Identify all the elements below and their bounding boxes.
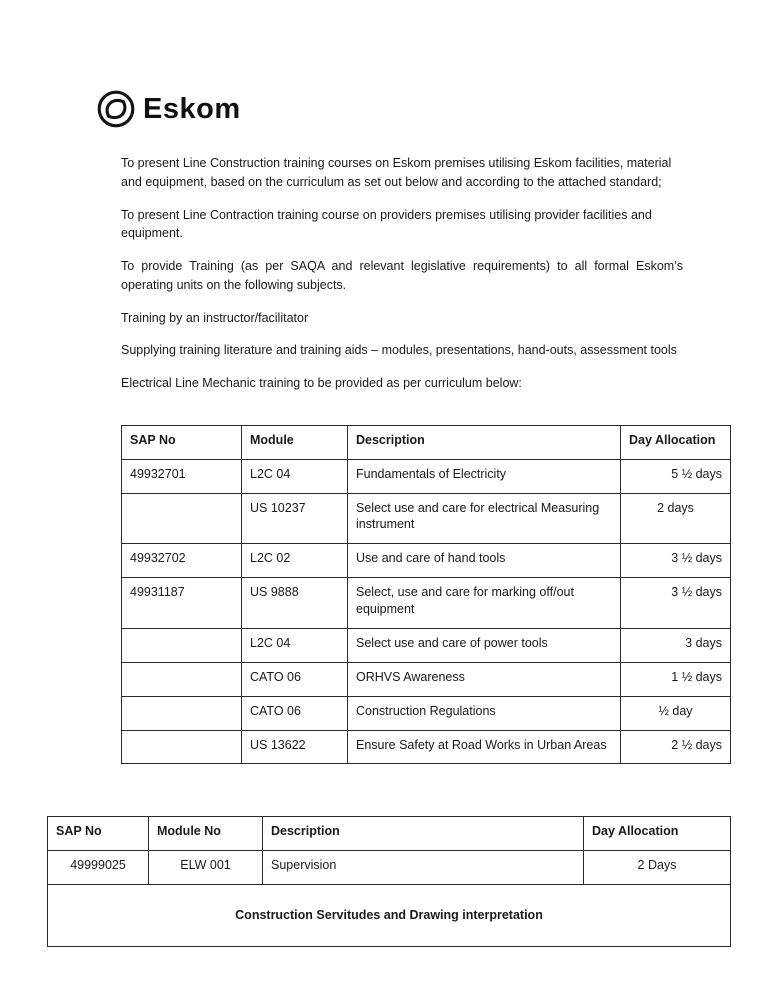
cell-sap: 49932702 bbox=[122, 544, 242, 578]
cell-description: Construction Regulations bbox=[348, 696, 621, 730]
cell-days: 3 days bbox=[621, 628, 731, 662]
paragraph-provide-training: To provide Training (as per SAQA and relevant legislative requirements) to all formal Eskom’s operating units on the following subjects. bbox=[121, 259, 683, 292]
header-sap-no: SAP No bbox=[48, 817, 149, 851]
eskom-logo-icon bbox=[95, 88, 137, 130]
table-row bbox=[122, 730, 731, 764]
header-module: Module bbox=[242, 425, 348, 459]
services-table bbox=[47, 816, 731, 947]
table-row bbox=[122, 662, 731, 696]
cell-days: ½ day bbox=[621, 696, 731, 730]
cell-module: ELW 001 bbox=[149, 851, 263, 885]
cell-module: L2C 04 bbox=[242, 628, 348, 662]
header-module-no: Module No bbox=[149, 817, 263, 851]
cell-description: ORHVS Awareness bbox=[348, 662, 621, 696]
cell-sap bbox=[122, 662, 242, 696]
eskom-logo bbox=[95, 88, 768, 130]
cell-module: US 10237 bbox=[242, 493, 348, 544]
cell-description: Ensure Safety at Road Works in Urban Areas bbox=[348, 730, 621, 764]
cell-days: 2 Days bbox=[584, 851, 731, 885]
cell-days: 1 ½ days bbox=[621, 662, 731, 696]
cell-sap: 49931187 bbox=[122, 578, 242, 629]
header-day-allocation: Day Allocation bbox=[621, 425, 731, 459]
cell-days: 3 ½ days bbox=[621, 578, 731, 629]
table-row bbox=[122, 493, 731, 544]
cell-description: Select, use and care for marking off/out equipment bbox=[348, 578, 621, 629]
paragraph-line-construction: To present Line Construction training courses on Eskom premises utilising Eskom facilities, material and equipment, based on the curriculum as set out below and according to the attached standard; bbox=[121, 156, 672, 189]
paragraph-instructor: Training by an instructor/facilitator bbox=[121, 310, 309, 325]
cell-description: Use and care of hand tools bbox=[348, 544, 621, 578]
cell-description: Supervision bbox=[263, 851, 584, 885]
cell-sap bbox=[122, 696, 242, 730]
table-row bbox=[122, 544, 731, 578]
cell-module: CATO 06 bbox=[242, 696, 348, 730]
header-description: Description bbox=[348, 425, 621, 459]
header-description: Description bbox=[263, 817, 584, 851]
cell-sap bbox=[122, 730, 242, 764]
cell-module: CATO 06 bbox=[242, 662, 348, 696]
services-footer-row bbox=[48, 885, 731, 947]
table-row bbox=[122, 459, 731, 493]
cell-module: L2C 02 bbox=[242, 544, 348, 578]
paragraph-line-contraction: To present Line Contraction training course on providers premises utilising provider facilities and equipment. bbox=[121, 207, 652, 241]
cell-days: 3 ½ days bbox=[621, 544, 731, 578]
cell-days: 2 ½ days bbox=[621, 730, 731, 764]
paragraph-supplying: Supplying training literature and training aids – modules, presentations, hand-outs, assessment tools bbox=[121, 343, 677, 358]
table-row bbox=[122, 696, 731, 730]
cell-module: US 9888 bbox=[242, 578, 348, 629]
eskom-wordmark: Eskom bbox=[143, 92, 241, 125]
curriculum-table-wrap bbox=[121, 425, 768, 765]
table-row bbox=[122, 578, 731, 629]
curriculum-header-row bbox=[122, 425, 731, 459]
table-row bbox=[48, 851, 731, 885]
header-day-allocation: Day Allocation bbox=[584, 817, 731, 851]
cell-sap bbox=[122, 628, 242, 662]
curriculum-table-body bbox=[122, 459, 731, 764]
curriculum-table bbox=[121, 425, 731, 765]
cell-description: Fundamentals of Electricity bbox=[348, 459, 621, 493]
services-table-body bbox=[48, 851, 731, 885]
header-sap-no: SAP No bbox=[122, 425, 242, 459]
cell-sap: 49999025 bbox=[48, 851, 149, 885]
services-table-wrap bbox=[47, 816, 768, 947]
cell-days: 2 days bbox=[621, 493, 731, 544]
body-text bbox=[121, 154, 683, 393]
cell-sap bbox=[122, 493, 242, 544]
cell-description: Select use and care for electrical Measuring instrument bbox=[348, 493, 621, 544]
cell-description: Select use and care of power tools bbox=[348, 628, 621, 662]
cell-days: 5 ½ days bbox=[621, 459, 731, 493]
paragraph-curriculum-intro: Electrical Line Mechanic training to be provided as per curriculum below: bbox=[121, 376, 522, 390]
cell-module: L2C 04 bbox=[242, 459, 348, 493]
cell-sap: 49932701 bbox=[122, 459, 242, 493]
services-footer-label: Construction Servitudes and Drawing interpretation bbox=[48, 885, 731, 947]
services-header-row bbox=[48, 817, 731, 851]
table-row bbox=[122, 628, 731, 662]
cell-module: US 13622 bbox=[242, 730, 348, 764]
